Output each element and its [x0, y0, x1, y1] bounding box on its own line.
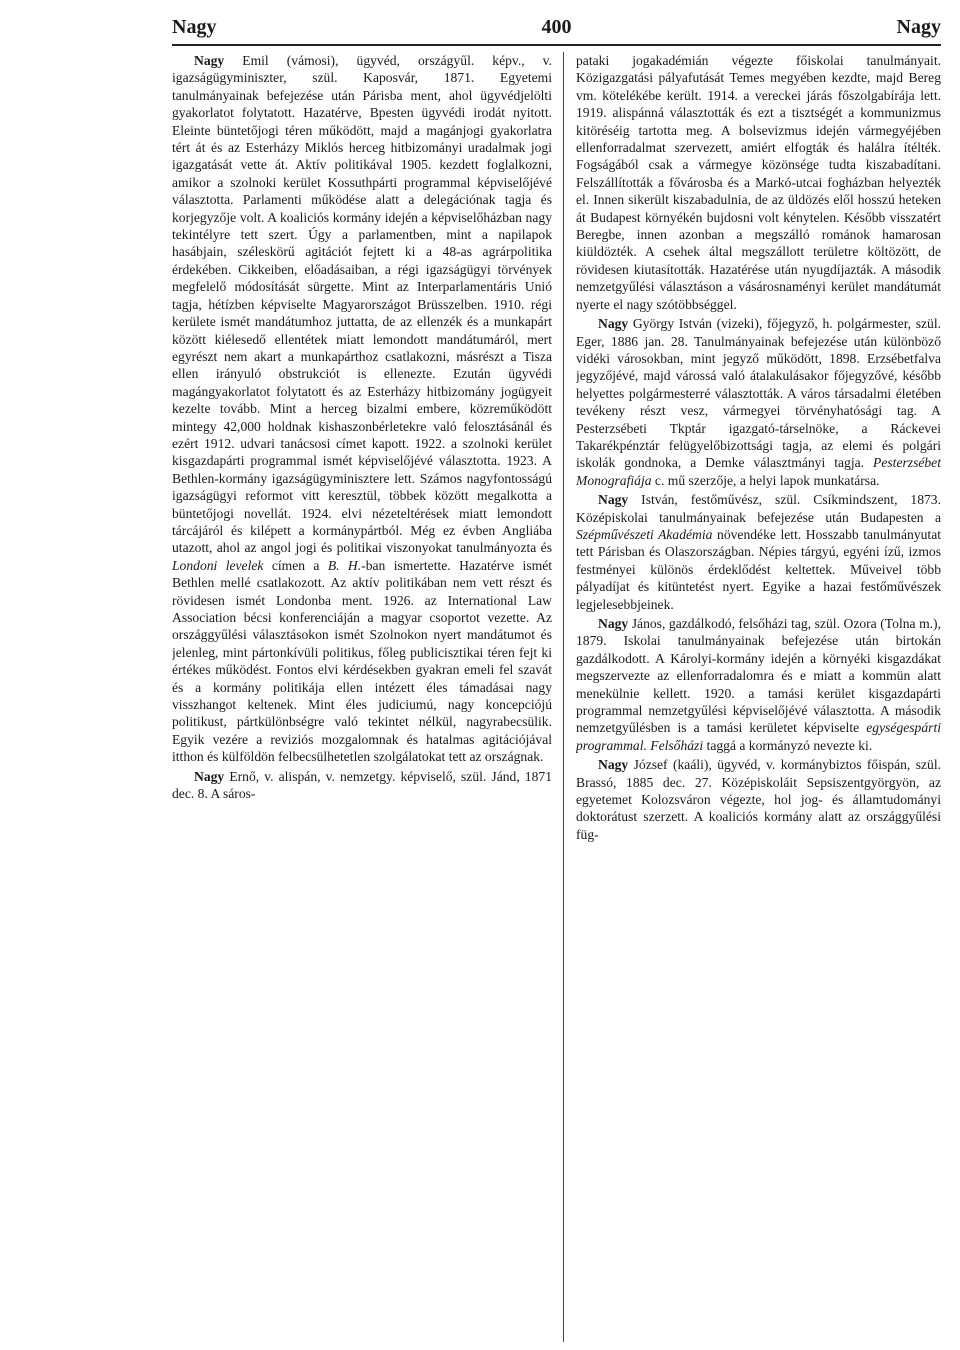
entry-headword: Nagy — [598, 757, 629, 773]
entry-text: János, gazdálkodó, felsőházi tag, szül. Ozora (Tolna m.), 1879. Iskolai tanulmányainak befejezése után birtokán gazdálkodott. A Károlyi-kormány idején a környéki kisgazdákat megszervezte az ellenforradalomra és e miatt a kommün alatt menekülnie kellett. 1920. a tamási kerület kisgazdapárti programmal nemzetgyűlési képviselőjévé választotta. A második nemzetgyűlésben is a tamási kerületet képviselte — [576, 616, 941, 736]
entry-text: Ernő, v. alispán, v. nemzetgy. képviselő, szül. Jánd, 1871 dec. 8. A sáros- — [172, 768, 552, 802]
entry-text: címen a — [263, 557, 328, 573]
entry-text: c. mű szerzője, a helyi lapok munkatársa. — [651, 472, 880, 488]
running-head-left: Nagy — [172, 16, 217, 38]
entry-headword: Nagy — [598, 492, 629, 508]
entry-text: István, festőművész, szül. Csíkmindszent, 1873. Középiskolai tanulmányainak befejezése után Budapesten a — [576, 492, 941, 525]
header-rule — [172, 44, 941, 46]
entry-text: József (kaáli), ügyvéd, v. kormánybiztos főispán, szül. Brassó, 1885 dec. 27. Középiskoláit Sepsiszentgyörgyön, az egyetemet Kolozsváron végezte, hol jog- és államtudományi doktorátust szerzett. A koaliciós kormány alatt az országgyűlési füg- — [576, 757, 941, 842]
entry-italic-text: B. H.- — [327, 557, 366, 573]
entry-headword: Nagy — [194, 53, 225, 68]
entry-headword: Nagy — [598, 616, 629, 631]
entry-headword: Nagy — [194, 768, 225, 784]
page-header — [172, 16, 941, 42]
entry-paragraph — [576, 315, 941, 489]
entry-text: pataki jogakadémián végezte főiskolai tanulmányait. Közigazgatási pályafutását Temes megyében kezdte, majd Bereg vm. kötelékébe került. 1914. a vereckei járás főszolgabírája lett. 1919. alispánná választották és ezt a tisztségét a kommunizmus kitöréséig tartotta meg. A bolsevizmus idején vármegyéjében ellenforradalmat szervezett, amiért elfogták és halálra ítélték. Fogságából csak a vármegye közönsége tudta kiszabadítani. Felszállították a fővárosba és a Markó-utcai fogházban helyezték el. Innen sikerült kiszabadulnia, de az üldözés elől hosszú heteken át Budapest környékén bujdosni volt kénytelen. Később visszatért Beregbe, innen azonban a megszálló románok hamarosan kiüldözték. A csehek által megszállott területre költözött, de rövidesen kiutasították. Hazatérése után nyugdíjazták. A második nemzetgyűlési választáson a vásárosnaményi kerület mandátumát nyerte el nagy szótöbbséggel. — [576, 53, 941, 312]
left-column — [172, 52, 552, 1337]
entry-italic-text: Londoni levelek — [172, 557, 264, 573]
running-head-right: Nagy — [896, 16, 941, 38]
page-number: 400 — [541, 16, 572, 38]
entry-text: taggá a kormányzó nevezte ki. — [703, 737, 873, 753]
entry-paragraph — [576, 491, 941, 613]
right-column — [576, 52, 941, 1337]
entry-italic-text: Szépművészeti Akadémia — [576, 526, 713, 542]
entry-text: Emil (vámosi), ügyvéd, országyűl. képv., v. igazságügyminiszter, szül. Kaposvár, 1871. Egyetemi tanulmányainak befejezése után Párisba ment, ahol ügyvédjelölti gyakorlatot folytatott. Hazatérve, Bpesten ügyvédi irodát nyitott. Eleinte büntetőjogi téren működött, majd a magánjogi gyakorlatra tért át és az Esterházy Miklós herceg hitbizományi uradalmak jogi igazgatását vette át. Aktív politikával 1905. kezdett foglalkozni, amikor a szolnoki kerület Kossuthpárti programmal képviselőjévé választotta. Parlamenti működése alatt a delegációnak tagja és korjegyzője volt. A koaliciós kormány idején a képviselőházban nagy tekintélyre tett szert. Úgy a parlamentben, mint a napilapok hasábjain, széleskörű agitációt fejtett ki a 48-as agrárpolitika érdekében. Cikkeiben, előadásaiban, a régi igazságügyi törvények megfelelő módosítását sürgette. Mint az Interparlamentáris Unió tagja, hétízben képviselte Magyarországot Brüsszelben. 1910. régi kerülete ismét mandátumhoz juttatta, de az ellenzék és a munkapárt között kiélesedő ellentétek miatt lemondott mandátumáról, mert egyrészt nem akart a munkapárthoz csatlakozni, másrészt a Tisza ellen irányuló obstrukciót is ellenezte. Ezután ügyvédi magángyakorlatot folytatott és az Esterházy hitbizomány jogügyeit kezelte tovább. Mint a herceg bizalmi embere, közreműködött mintegy 42,000 holdnak kishaszonbérletekre való felosztásánál és ezért 1912. udvari tanácsosi címet kapott. 1922. a szolnoki kerület kisgazdapárti programmal ismét képviselőjévé választotta. 1923. A Bethlen-kormány igazságügyminiszterе lett. Számos nagyfontosságú igazságügyi reformot vitt keresztül, többek között megalkotta a büntetőjogi novellát. 1924. elvi nézeteltérések miatt lemondott tárcájáról és kilépett a kormánypártból. Még ez évben Angliába utazott, ahol az angol jogi és politikai viszonyokat tanulmányozta és — [172, 53, 552, 556]
entry-italic-text: Pesterzsébet Monografiája — [576, 455, 941, 488]
entry-paragraph — [172, 52, 552, 766]
entry-text: ban ismertette. Hazatérve ismét Bethlen mellé csatlakozott. Az aktív politikában nem vett részt és rövidesen ismét Londonba ment. 1926. az International Law Association bécsi konferenciáján a magyar csoportot vezette. Az országgyűlési választásokon ismét Szolnokon nyert mandátumot és jelenleg, mint pártonkívüli politikus, főleg publicisztikai téren fejt ki értékes működést. Fontos elvi kérdésekben gyakran emeli fel szavát és a kormány politikája ellen intézett éles támadásai nagy visszhangot keltenek. Mint éles judiciumú, nagy koncepciójú politikust, pártkülönbségre való tekintet nélkül, nagyrabecsülik. Egyik vezére a reviziós mozgalomnak és hatalmas agitációjával itthon és külföldön felbecsülhetetlen szolgálatokat tett az országnak. — [172, 557, 552, 765]
entry-headword: Nagy — [598, 316, 629, 332]
entry-text: György István (vizeki), főjegyző, h. polgármester, szül. Eger, 1886 jan. 28. Tanulmányainak befejezése után különböző vidéki városokban, mint jegyző működött, 1898. Erzsébetfalva jegyzőjévé, majd várossá való átalakulásakor főjegyzővé, később helyettes polgármesterré választották. A város társadalmi életében tevékeny részt vesz, vármegyei törvényhatósági tag. A Pesterzsébeti Tkptár igazgató-társelnöke, a Ráckevei Takarékpénztár felügyelőbizottsági tagja, az elemi és polgári iskolák gondnoka, a Demke választmányi tagja. — [576, 316, 941, 471]
entry-paragraph — [576, 615, 941, 754]
entry-paragraph — [576, 756, 941, 843]
entry-paragraph — [576, 52, 941, 313]
entry-text: növendéke lett. Hosszabb tanulmányutat tett Párisban és Olaszországban. Népies tárgyú, egyéni ízű, izmos festményei különös érdeklődést keltettek. Műveivel több pályadíjat és kitüntetést nyert. Egyike a hazai festőművészek legjelesebbjeinek. — [576, 526, 941, 612]
entry-italic-text: egységespárti programmal. Felsőházi — [576, 720, 941, 753]
column-divider — [563, 52, 564, 1342]
entry-paragraph — [172, 768, 552, 803]
